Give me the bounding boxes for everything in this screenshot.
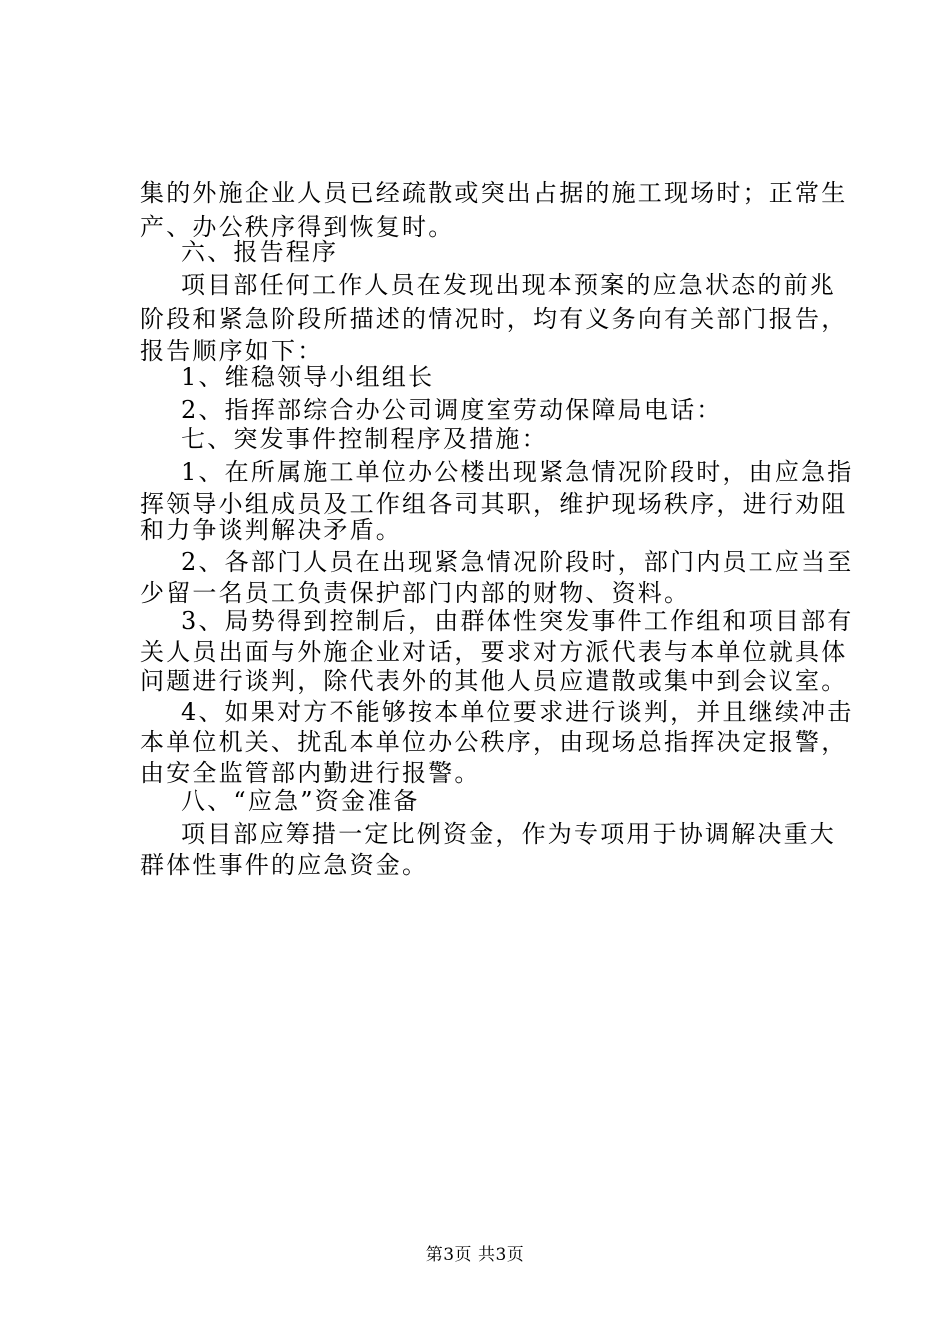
body-line: 产、办公秩序得到恢复时。 <box>140 213 455 241</box>
body-line: 群体性事件的应急资金。 <box>140 851 429 879</box>
list-item: 1、维稳领导小组组长 <box>181 363 435 391</box>
body-line: 和力争谈判解决矛盾。 <box>140 516 402 544</box>
body-line: 报告顺序如下： <box>140 337 324 365</box>
body-line: 项目部任何工作人员在发现出现本预案的应急状态的前兆 <box>181 271 836 299</box>
body-line: 1、在所属施工单位办公楼出现紧急情况阶段时，由应急指 <box>181 458 854 486</box>
body-line: 挥领导小组成员及工作组各司其职，维护现场秩序，进行劝阻 <box>140 490 848 518</box>
section-heading: 八、“应急”资金准备 <box>181 787 420 815</box>
body-line: 阶段和紧急阶段所描述的情况时，均有义务向有关部门报告， <box>140 305 848 333</box>
list-item: 2、指挥部综合办公司调度室劳动保障局电话： <box>181 396 723 424</box>
section-heading: 六、报告程序 <box>181 238 339 266</box>
page-footer <box>0 1243 950 1267</box>
body-line: 项目部应筹措一定比例资金，作为专项用于协调解决重大 <box>181 820 836 848</box>
body-line: 集的外施企业人员已经疏散或突出占据的施工现场时；正常生 <box>140 179 848 207</box>
body-line: 2、各部门人员在出现紧急情况阶段时，部门内员工应当至 <box>181 548 854 576</box>
section-heading: 七、突发事件控制程序及措施： <box>181 425 548 453</box>
page-number: 第3页 共3页 <box>425 1245 525 1265</box>
body-line: 问题进行谈判，除代表外的其他人员应遣散或集中到会议室。 <box>140 667 848 695</box>
body-line: 3、局势得到控制后，由群体性突发事件工作组和项目部有 <box>181 607 854 635</box>
body-line: 少留一名员工负责保护部门内部的财物、资料。 <box>140 579 691 607</box>
body-line: 4、如果对方不能够按本单位要求进行谈判，并且继续冲击 <box>181 698 854 726</box>
body-line: 由安全监管部内勤进行报警。 <box>140 759 481 787</box>
body-line: 关人员出面与外施企业对话，要求对方派代表与本单位就具体 <box>140 638 848 666</box>
body-line: 本单位机关、扰乱本单位办公秩序，由现场总指挥决定报警， <box>140 728 848 756</box>
